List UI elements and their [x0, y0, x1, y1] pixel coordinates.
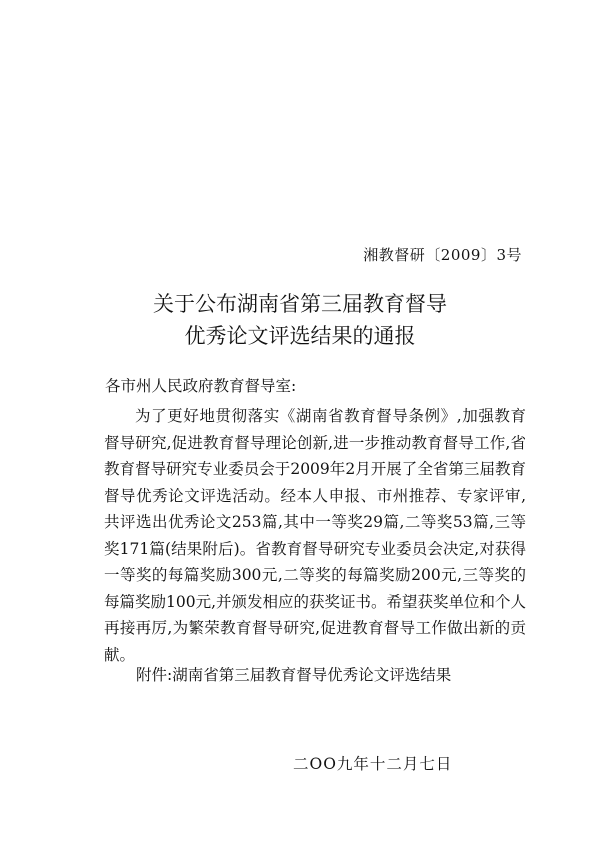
body-paragraph: 为了更好地贯彻落实《湖南省教育督导条例》,加强教育督导研究,促进教育督导理论创新,进一步推动教育督导工作,省教育督导研究专业委员会于2009年2月开展了全省第三届教育督导优秀论文评选活动。经本人申报、市州推荐、专家评审,共评选出优秀论文253篇,其中一等奖29篇,二等奖53篇,三等奖171篇(结果附后)。省教育督导研究专业委员会决定,对获得一等奖的每篇奖励300元,二等奖的每篇奖励200元,三等奖的每篇奖励100元,并颁发相应的获奖证书。希望获奖单位和个人再接再厉,为繁荣教育督导研究,促进教育督导工作做出新的贡献。 [104, 407, 527, 664]
salutation: 各市州人民政府教育督导室: [105, 377, 297, 395]
issue-date: 二OO九年十二月七日 [293, 755, 453, 773]
title-line-2: 优秀论文评选结果的通报 [184, 324, 416, 348]
title-line-1: 关于公布湖南省第三届教育督导 [153, 292, 447, 316]
document-title [0, 288, 600, 352]
document-number: 湘教督研〔2009〕3号 [363, 246, 522, 264]
attachment-line: 附件:湖南省第三届教育督导优秀论文评选结果 [136, 666, 452, 684]
